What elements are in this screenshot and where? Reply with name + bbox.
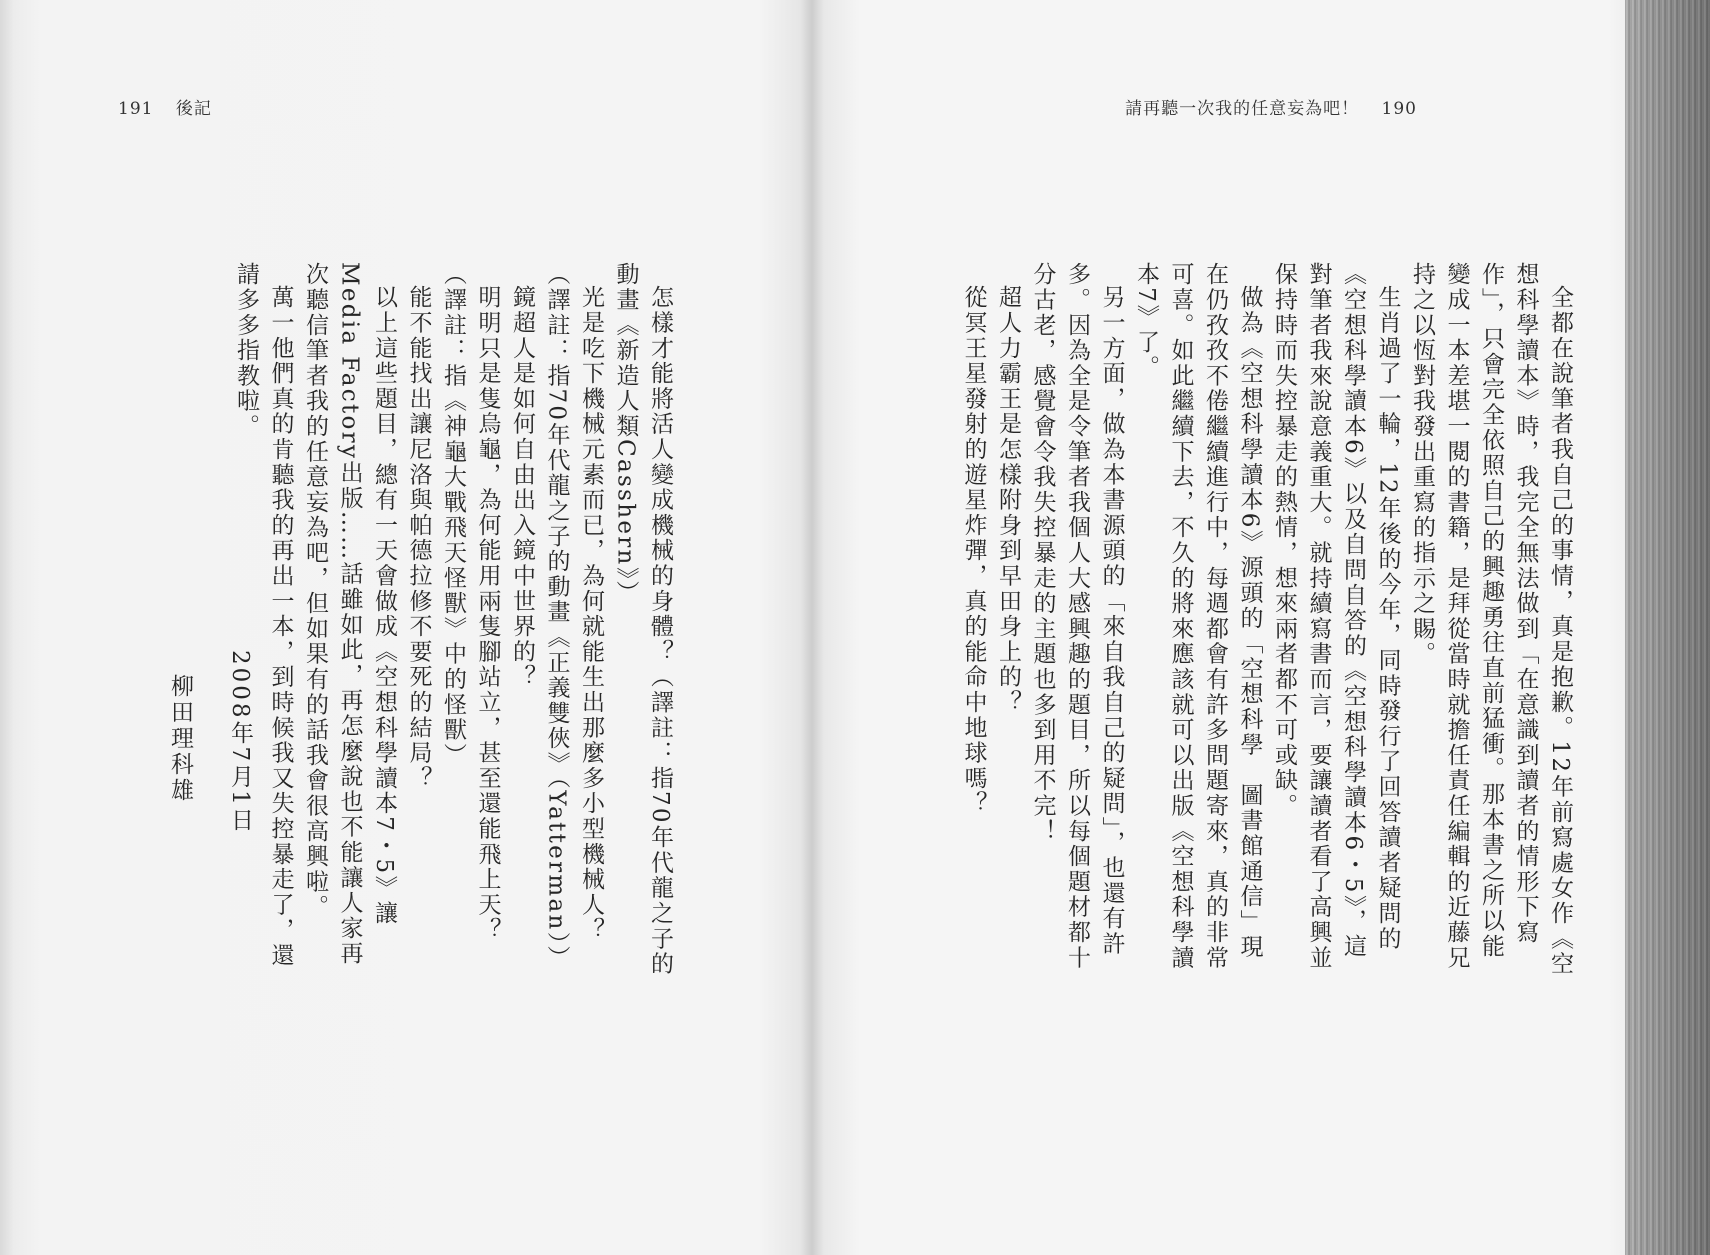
paragraph: 全都在說筆者我自己的事情，真是抱歉。12年前寫處女作《空想科學讀本》時，我完全無法做到「在意識到讀者的情形下寫作」，只會完全依照自己的興趣勇往直前猛衝。那本書之所以能變成一本差堪一閱的書籍，是拜從當時就擔任責任編輯的近藤兄持之以恆對我發出重寫的指示之賜。 — [1409, 262, 1573, 977]
paragraph: 從冥王星發射的遊星炸彈，真的能命中地球嗎？ — [960, 285, 987, 817]
paragraph: 光是吃下機械元素而已，為何就能生出那麼多小型機械人？（譯註：指70年代龍之子的動畫《正義雙俠》（Yatterman）） — [543, 262, 604, 971]
paragraph: 以上這些題目，總有一天會做成《空想科學讀本7・5》讓Media Factory出版……話雖如此，再怎麼說也不能讓人家再次聽信筆者我的任意妄為吧，但如果有的話我會很高興啦。 — [302, 262, 397, 967]
paragraph: 明明只是隻烏龜，為何能用兩隻腳站立，甚至還能飛上天？（譯註：指《神龜大戰飛天怪獸》中的怪獸） — [440, 262, 501, 943]
signature — [150, 650, 270, 970]
paragraph: 另一方面，做為本書源頭的「來自我自己的疑問」，也還有許多。因為全是令筆者我個人大感興趣的題目，所以每個題材都十分古老，感覺會令我失控暴走的主題也多到用不完！ — [1029, 262, 1125, 971]
paragraph: 做為《空想科學讀本6》源頭的「空想科學 圖書館通信」現在仍孜孜不倦繼續進行中，每週都會有許多問題寄來，真的非常可喜。如此繼續下去，不久的將來應該就可以出版《空想科學讀本7》了。 — [1133, 262, 1263, 971]
right-page — [812, 0, 1625, 1255]
right-body-text — [956, 262, 1577, 982]
paragraph: 怎樣才能將活人變成機械的身體？（譯註：指70年代龍之子的動畫《新造人類Casshern》） — [612, 262, 673, 977]
paragraph: 鏡超人是如何自由出入鏡中世界的？ — [509, 285, 535, 690]
page-edges — [1625, 0, 1710, 1255]
left-page — [0, 0, 812, 1255]
left-page-number: 191 — [118, 99, 154, 119]
right-chapter-title: 請再聽一次我的任意妄為吧！ — [1125, 99, 1360, 119]
left-body-text — [229, 262, 678, 982]
signature-date: 2008年7月1日 — [227, 650, 253, 834]
paragraph: 萬一他們真的肯聽我的再出一本，到時候我又失控暴走了，還請多多指教啦。 — [233, 262, 294, 969]
left-running-head — [110, 94, 220, 119]
right-page-number: 190 — [1381, 99, 1417, 119]
left-chapter-title: 後記 — [175, 99, 212, 119]
signature-author: 柳田理科雄 — [167, 674, 193, 804]
paragraph: 超人力霸王是怎樣附身到早田身上的？ — [995, 285, 1021, 716]
right-running-head — [1117, 94, 1425, 119]
paragraph: 生肖過了一輪，12年後的今年，同時發行了回答讀者疑問的《空想科學讀本6》以及自問自答的《空想科學讀本6・5》，這對筆者我來說意義重大。就持續寫書而言，要讓讀者看了高興並保持時而失控暴走的熱情，想來兩者都不可或缺。 — [1271, 262, 1401, 971]
paragraph: 能不能找出讓尼洛與帕德拉修不要死的結局？ — [405, 285, 432, 791]
